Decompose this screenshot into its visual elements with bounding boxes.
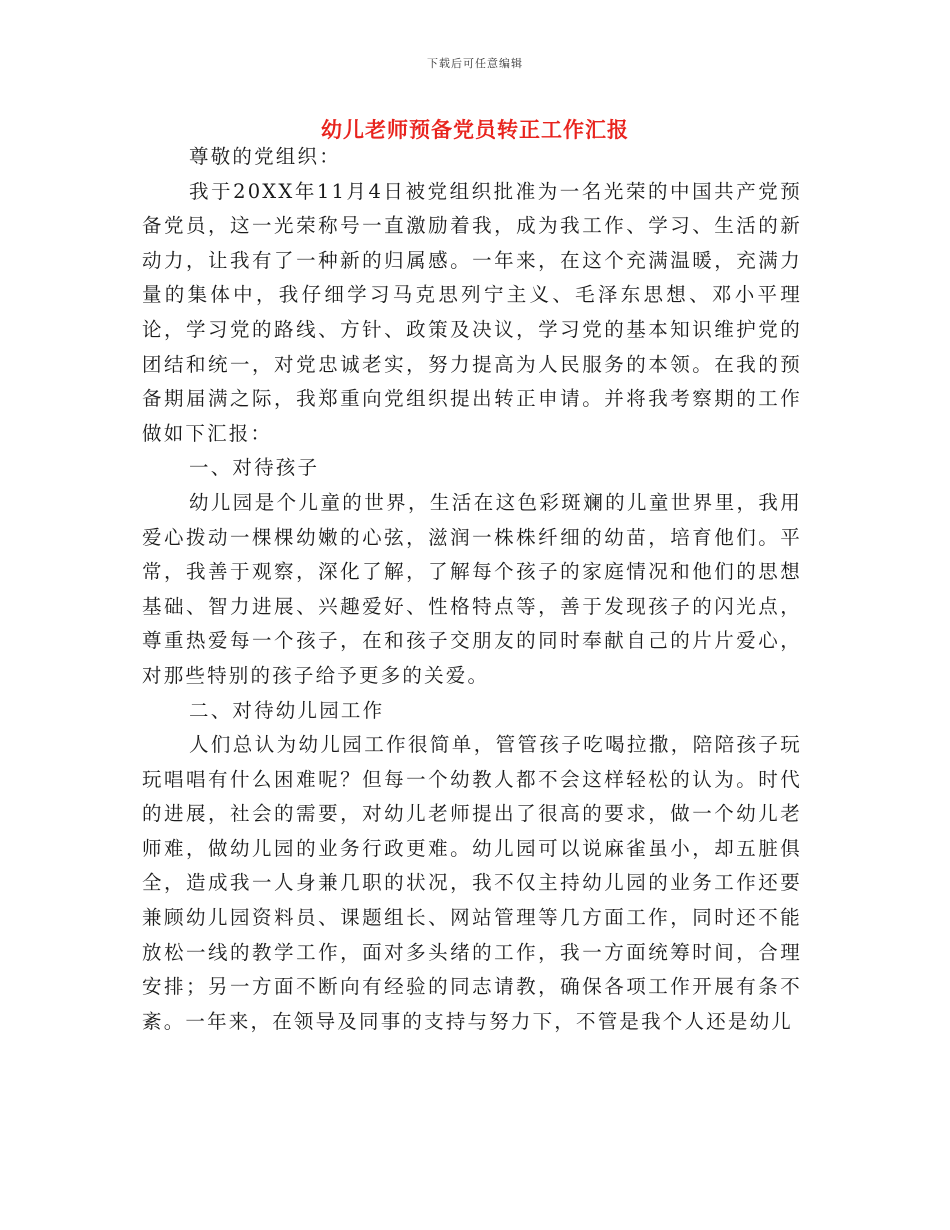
document-title: 幼儿老师预备党员转正工作汇报 [321, 117, 629, 142]
section-heading: 一、对待孩子 [189, 456, 320, 480]
body-paragraph: 人们总认为幼儿园工作很简单，管管孩子吃喝拉撒，陪陪孩子玩玩唱唱有什么困难呢？但每一个幼教人都不会这样轻松的认为。时代的进展，社会的需要，对幼儿老师提出了很高的要求，做一个幼儿老师难，做幼儿园的业务行政更难。幼儿园可以说麻雀虽小，却五脏俱全，造成我一人身兼几职的状况，我不仅主持幼儿园的业务工作还要兼顾幼儿园资料员、课题组长、网站管理等几方面工作，同时还不能放松一线的教学工作，面对多头绪的工作，我一方面统筹时间，合理安排；另一方面不断向有经验的同志请教，确保各项工作开展有条不紊。一年来，在领导及同事的支持与努力下，不管是我个人还是幼儿 [142, 733, 802, 1033]
body-paragraph: 我于20XX年11月4日被党组织批准为一名光荣的中国共产党预备党员，这一光荣称号一直激励着我，成为我工作、学习、生活的新动力，让我有了一种新的归属感。一年来，在这个充满温暖，充满力量的集体中，我仔细学习马克思列宁主义、毛泽东思想、邓小平理论，学习党的路线、方针、政策及决议，学习党的基本知识维护党的团结和统一，对党忠诚老实，努力提高为人民服务的本领。在我的预备期届满之际，我郑重向党组织提出转正申请。并将我考察期的工作做如下汇报： [142, 179, 802, 445]
section-heading: 二、对待幼儿园工作 [189, 698, 385, 722]
header-note: 下载后可任意编辑 [427, 57, 523, 70]
body-paragraph: 幼儿园是个儿童的世界，生活在这色彩斑斓的儿童世界里，我用爱心拨动一棵棵幼嫩的心弦，滋润一株株纤细的幼苗，培育他们。平常，我善于观察，深化了解，了解每个孩子的家庭情况和他们的思想基础、智力进展、兴趣爱好、性格特点等，善于发现孩子的闪光点，尊重热爱每一个孩子，在和孩子交朋友的同时奉献自己的片片爱心，对那些特别的孩子给予更多的关爱。 [142, 490, 802, 687]
document-body [142, 140, 802, 1039]
salutation: 尊敬的党组织： [189, 145, 341, 168]
